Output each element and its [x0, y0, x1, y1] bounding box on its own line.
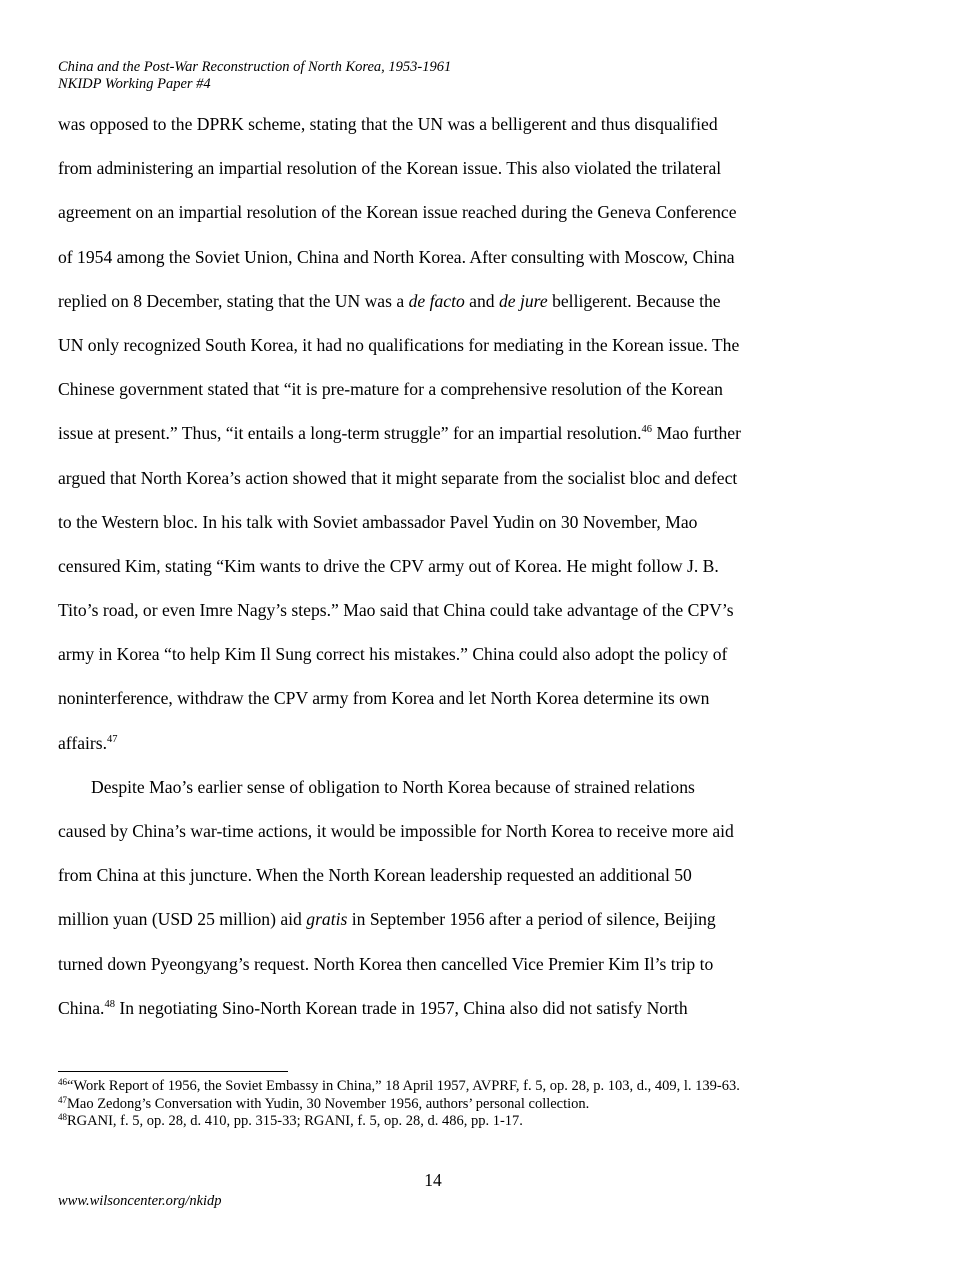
header-series: NKIDP Working Paper #4 — [58, 76, 211, 92]
text-line: noninterference, withdraw the CPV army from Korea and let North Korea determine its own — [58, 688, 710, 709]
text-line: million yuan (USD 25 million) aid gratis in September 1956 after a period of silence, Beijing — [58, 909, 716, 930]
text-line: of 1954 among the Soviet Union, China and North Korea. After consulting with Moscow, China — [58, 246, 735, 267]
text-line: replied on 8 December, stating that the UN was a de facto and de jure belligerent. Because the — [58, 290, 721, 311]
footnote-ref-48[interactable]: 48 — [104, 998, 115, 1010]
page-number: 14 — [424, 1170, 442, 1190]
footnote-ref-46[interactable]: 46 — [641, 424, 653, 436]
footnote-48: $^{48}$RGANI, f. 5, op. 28, d. 410, pp. 315-33; RGANI, f. 5, op. 28, d. 486, pp. 1-17. — [58, 1112, 523, 1130]
text-line: to the Western bloc. In his talk with Soviet ambassador Pavel Yudin on 30 November, Mao — [58, 511, 698, 532]
text-line: censured Kim, stating “Kim wants to drive the CPV army out of Korea. He might follow J. B. — [58, 555, 719, 576]
header-title: China and the Post-War Reconstruction of North Korea, 1953-1961 — [58, 59, 452, 75]
text-line: UN only recognized South Korea, it had no qualifications for mediating in the Korean issue. The — [58, 334, 740, 355]
footnotes — [58, 1078, 818, 1131]
text-line: was opposed to the DPRK scheme, stating that the UN was a belligerent and thus disqualified — [58, 114, 718, 134]
text-line: turned down Pyeongyang’s request. North Korea then cancelled Vice Premier Kim Il’s trip to — [58, 953, 714, 974]
text-line: China.$^{48}$ In negotiating Sino-North Korean trade in 1957, China also did not satisfy North — [58, 997, 688, 1018]
footnote-separator — [58, 1071, 288, 1072]
italic-term: de jure — [498, 290, 548, 311]
text-line: army in Korea “to help Kim Il Sung correct his mistakes.” China could also adopt the policy of — [58, 644, 728, 665]
text-line: argued that North Korea’s action showed that it might separate from the socialist bloc and defect — [58, 467, 738, 488]
footnote-ref-47[interactable]: 47 — [107, 733, 118, 745]
text-line: issue at present.” Thus, “it entails a long-term struggle” for an impartial resolution.$^{46}$ Mao further — [58, 423, 741, 444]
body-text — [58, 111, 818, 1039]
italic-term: gratis — [306, 909, 348, 930]
text-line: agreement on an impartial resolution of the Korean issue reached during the Geneva Conference — [58, 202, 737, 223]
text-line: from China at this juncture. When the North Korean leadership requested an additional 50 — [58, 865, 692, 886]
running-header — [58, 59, 451, 93]
italic-term: de facto — [408, 290, 465, 311]
text-line: from administering an impartial resolution of the Korean issue. This also violated the trilateral — [58, 158, 722, 179]
text-line: caused by China’s war-time actions, it would be impossible for North Korea to receive more aid — [58, 821, 734, 841]
text-line: Despite Mao’s earlier sense of obligation to North Korea because of strained relations — [91, 776, 695, 797]
text-line: Chinese government stated that “it is pre-mature for a comprehensive resolution of the Korean — [58, 379, 723, 400]
footnote-46: $^{46}$“Work Report of 1956, the Soviet Embassy in China,” 18 April 1957, AVPRF, f. 5, op. 28, p. 103, d., 409, l. 139-63. — [58, 1077, 740, 1094]
footnote-47: $^{47}$Mao Zedong’s Conversation with Yudin, 30 November 1956, authors’ personal collection. — [58, 1094, 590, 1112]
text-line: affairs.$^{47}$ — [58, 732, 118, 753]
text-line: Tito’s road, or even Imre Nagy’s steps.” Mao said that China could take advantage of the CPV’s — [58, 600, 734, 621]
footer-url[interactable]: www.wilsoncenter.org/nkidp — [58, 1193, 222, 1209]
